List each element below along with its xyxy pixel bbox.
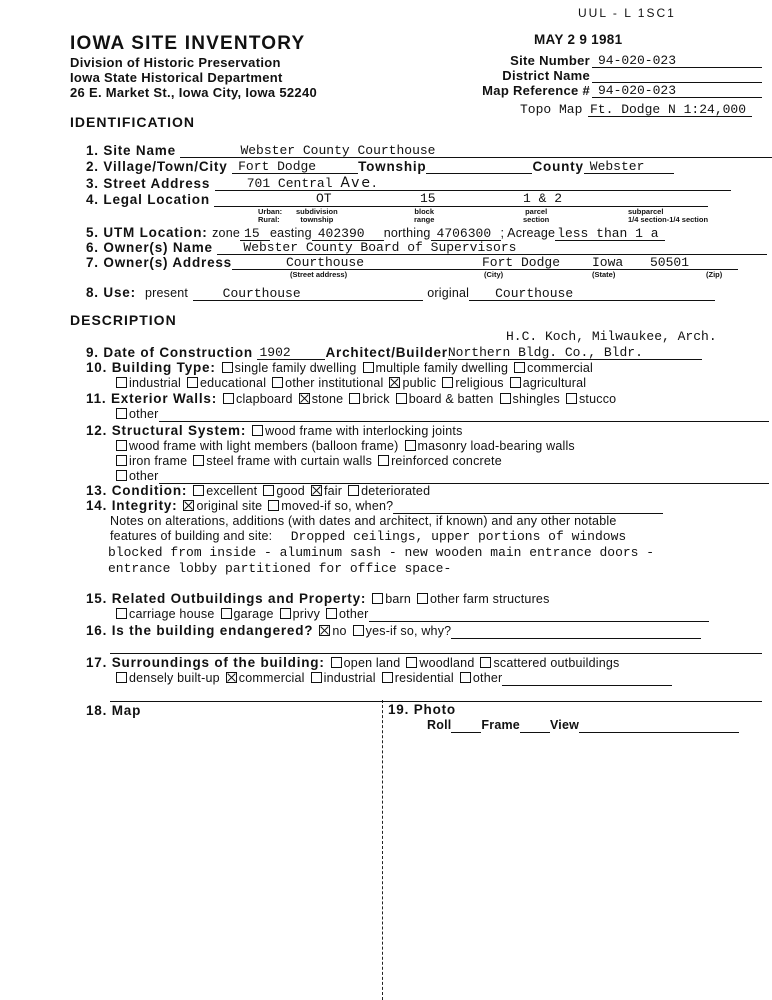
checkbox-icon[interactable] [223,393,234,404]
date-construction-field[interactable]: 1902 [257,345,325,360]
acreage-field[interactable]: less than 1 a [555,226,665,241]
owner-street-value[interactable]: Courthouse [286,255,365,270]
checkbox-label: fair [323,484,343,498]
map-label: 18. Map [86,703,142,718]
checkbox-icon[interactable] [396,393,407,404]
checkbox-icon[interactable] [116,377,127,388]
checkbox-option-commercial[interactable] [220,671,305,685]
endangered-label: 16. Is the building endangered? [86,623,314,638]
other-specify-line[interactable] [451,624,701,639]
original-use-label: original [427,286,470,300]
utm-label: 5. UTM Location: [86,225,208,240]
district-name-field[interactable] [592,68,762,83]
checkbox-option-privy[interactable] [274,607,320,621]
checkbox-label: other [339,607,369,621]
checkbox-option-excellent[interactable] [187,484,257,498]
checkbox-label: steel frame with curtain walls [206,454,373,468]
surroundings-label: 17. Surroundings of the building: [86,655,325,670]
county-field[interactable]: Webster [584,159,674,174]
checkbox-icon[interactable] [417,593,428,604]
building-type-label: 10. Building Type: [86,360,216,375]
use-label: 8. Use: [86,285,136,300]
checkbox-label: agricultural [522,376,587,390]
checkbox-icon[interactable] [510,377,521,388]
owner-zip-value[interactable]: 50501 [650,255,690,270]
description-heading: DESCRIPTION [70,312,177,328]
northing-field[interactable]: 4706300 [431,226,501,241]
checkbox-label: industrial [323,671,376,685]
frame-label: Frame [481,718,520,732]
checkbox-option-agricultural[interactable] [504,376,587,390]
checkbox-icon[interactable] [405,440,416,451]
checkbox-label: brick [362,392,390,406]
checkbox-option-other[interactable] [110,469,159,483]
checkbox-option-other[interactable] [320,607,369,621]
checkbox-icon[interactable] [116,455,127,466]
street-address-sublabel: (Street address) [290,270,348,279]
checkbox-icon[interactable] [382,672,393,683]
township-label: Township [358,159,427,174]
map-reference-field[interactable]: 94-020-023 [592,83,762,98]
village-field[interactable]: Fort Dodge [232,159,358,174]
checkbox-icon[interactable] [187,377,198,388]
owner-state-value[interactable]: Iowa [592,255,624,270]
parcel-section-label: parcel section [523,207,550,224]
checked-box-icon[interactable] [226,672,237,683]
urban-label: Urban: [258,207,283,216]
checkbox-option-single-family-dwelling[interactable] [216,361,357,375]
other-specify-line[interactable] [393,499,663,514]
checkbox-icon[interactable] [406,657,417,668]
checkbox-option-board-batten[interactable] [390,392,494,406]
checkbox-label: other institutional [285,376,384,390]
checkbox-icon[interactable] [378,455,389,466]
checkbox-label: commercial [527,361,594,375]
date-stamp: MAY 2 9 1981 [534,32,623,47]
notes-label-line1: Notes on alterations, additions (with dates and architect, if known) and any other notable [110,514,617,528]
checkbox-option-masonry-load-bearing-walls[interactable] [399,439,575,453]
identification-heading: IDENTIFICATION [70,114,195,130]
checked-box-icon[interactable] [299,393,310,404]
checkbox-label: iron frame [129,454,188,468]
checkbox-option-educational[interactable] [181,376,266,390]
checkbox-icon[interactable] [566,393,577,404]
checkbox-icon[interactable] [263,485,274,496]
roll-label: Roll [427,718,452,732]
owner-city-value[interactable]: Fort Dodge [482,255,561,270]
present-use-field[interactable]: Courthouse [193,286,423,301]
map-photo-divider [382,700,383,1000]
checkbox-label: shingles [512,392,560,406]
address-line: 26 E. Market St., Iowa City, Iowa 52240 [70,85,318,100]
checkbox-icon[interactable] [349,393,360,404]
checkbox-label: yes-if so, why? [365,624,452,638]
checkbox-label: stucco [578,392,617,406]
checkbox-icon[interactable] [252,425,263,436]
checkbox-label: deteriorated [361,484,431,498]
checkbox-label: moved-if so, when? [281,499,394,513]
checkbox-label: scattered outbuildings [493,656,620,670]
checkbox-label: masonry load-bearing walls [417,439,575,453]
zone-label: zone [212,226,241,240]
checkbox-option-shingles[interactable] [494,392,560,406]
checkbox-label: densely built-up [129,671,220,685]
checkbox-icon[interactable] [442,377,453,388]
other-specify-line[interactable] [159,407,769,422]
checkbox-label: other [472,671,503,685]
checkbox-icon[interactable] [280,608,291,619]
received-stamp: UUL - L 1SC1 [578,6,676,20]
frame-field[interactable] [520,718,550,733]
checkbox-icon[interactable] [222,362,233,373]
checkbox-icon[interactable] [272,377,283,388]
checkbox-option-public[interactable] [383,376,436,390]
checkbox-option-fair[interactable] [305,484,342,498]
state-sublabel: (State) [592,270,616,279]
checkbox-option-moved-if-so-when[interactable] [262,499,393,513]
checkbox-label: residential [394,671,454,685]
checkbox-icon[interactable] [363,362,374,373]
other-specify-line[interactable] [369,607,709,622]
checkbox-icon[interactable] [326,608,337,619]
checkbox-option-no[interactable] [313,624,346,638]
checkbox-icon[interactable] [193,485,204,496]
checkbox-option-other-institutional[interactable] [266,376,383,390]
condition-label: 13. Condition: [86,483,188,498]
checkbox-label: barn [385,592,412,606]
checkbox-option-iron-frame[interactable] [110,454,187,468]
checkbox-option-clapboard[interactable] [217,392,293,406]
checkbox-option-densely-built-up[interactable] [110,671,220,685]
checkbox-icon[interactable] [372,593,383,604]
checkbox-option-residential[interactable] [376,671,454,685]
checkbox-option-other[interactable] [110,407,159,421]
township-field[interactable] [426,159,532,174]
checkbox-label: clapboard [236,392,293,406]
owner-name-label: 6. Owner(s) Name [86,240,213,255]
subdivision-township-label: subdivision township [296,207,338,224]
checkbox-label: wood frame with interlocking joints [265,424,463,438]
view-label: View [549,718,580,732]
checkbox-option-multiple-family-dwelling[interactable] [357,361,509,375]
acreage-label: ; Acreage [500,226,556,240]
checked-box-icon[interactable] [319,625,330,636]
checkbox-option-wood-frame-with-light-members-balloon-frame[interactable] [110,439,399,453]
checkbox-label: woodland [419,656,475,670]
street-address-field[interactable]: 701 Central [246,176,333,191]
checkbox-option-industrial[interactable] [305,671,376,685]
site-name-field[interactable]: Webster County Courthouse [180,143,772,158]
checkbox-label: board & batten [408,392,494,406]
checkbox-option-stone[interactable] [293,392,344,406]
checkbox-option-wood-frame-with-interlocking-joints[interactable] [246,424,462,438]
architect-value-line2[interactable]: Northern Bldg. Co., Bldr. [448,345,702,360]
checkbox-label: single family dwelling [234,361,357,375]
roll-field[interactable] [451,718,481,733]
form-title: IOWA SITE INVENTORY [70,33,306,54]
rural-label: Rural: [258,215,280,224]
checkbox-icon[interactable] [193,455,204,466]
city-sublabel: (City) [484,270,504,279]
checkbox-option-barn[interactable] [366,592,411,606]
outbuildings-label: 15. Related Outbuildings and Property: [86,591,367,606]
legal-block-value[interactable]: 15 [420,191,436,206]
checkbox-label: other farm structures [430,592,550,606]
checkbox-label: industrial [129,376,182,390]
date-construction-label: 9. Date of Construction [86,345,253,360]
checkbox-label: wood frame with light members (balloon frame) [129,439,399,453]
checkbox-icon[interactable] [460,672,471,683]
checkbox-option-reinforced-concrete[interactable] [372,454,502,468]
checkbox-option-industrial[interactable] [110,376,181,390]
checkbox-label: religious [455,376,504,390]
architect-value-line1[interactable]: H.C. Koch, Milwaukee, Arch. [506,329,717,344]
legal-subdivision-value[interactable]: OT [316,191,332,206]
checkbox-option-original-site[interactable] [177,499,262,513]
checkbox-icon[interactable] [514,362,525,373]
notes-text-line3[interactable]: entrance lobby partitioned for office space- [108,561,452,576]
map-reference-label: Map Reference # [482,83,590,98]
checkbox-label: no [332,624,347,638]
checkbox-label: original site [196,499,263,513]
checkbox-option-religious[interactable] [436,376,503,390]
checkbox-option-steel-frame-with-curtain-walls[interactable] [187,454,372,468]
notes-label-line2: features of building and site: [110,529,273,543]
checkbox-icon[interactable] [500,393,511,404]
checkbox-option-scattered-outbuildings[interactable] [474,656,619,670]
checkbox-label: other [129,407,159,421]
checkbox-option-open-land[interactable] [325,656,401,670]
other-specify-line[interactable] [502,671,672,686]
present-use-label: present [144,286,189,300]
checked-box-icon[interactable] [389,377,400,388]
checkbox-label: multiple family dwelling [375,361,509,375]
endangered-reason-line[interactable] [110,639,762,654]
legal-location-label: 4. Legal Location [86,192,210,207]
checkbox-option-other-farm-structures[interactable] [411,592,550,606]
view-field[interactable] [579,718,739,733]
checkbox-icon[interactable] [116,408,127,419]
checkbox-label: reinforced concrete [391,454,502,468]
checkbox-option-garage[interactable] [215,607,274,621]
checkbox-label: privy [292,607,321,621]
architect-label: Architect/Builder [325,345,448,360]
checkbox-label: educational [200,376,267,390]
checked-box-icon[interactable] [183,500,194,511]
checkbox-label: excellent [206,484,258,498]
checkbox-icon[interactable] [116,608,127,619]
checkbox-icon[interactable] [331,657,342,668]
checked-box-icon[interactable] [311,485,322,496]
checkbox-icon[interactable] [353,625,364,636]
subparcel-label: subparcel 1/4 section-1/4 section [628,207,709,224]
checkbox-icon[interactable] [311,672,322,683]
exterior-walls-label: 11. Exterior Walls: [86,391,217,406]
zone-field[interactable]: 15 [240,226,270,241]
county-label: County [532,159,584,174]
checkbox-icon[interactable] [221,608,232,619]
checkbox-icon[interactable] [116,672,127,683]
checkbox-icon[interactable] [268,500,279,511]
owner-address-label: 7. Owner(s) Address [86,255,232,270]
checkbox-label: carriage house [129,607,215,621]
village-label: 2. Village/Town/City [86,159,228,174]
easting-field[interactable]: 402390 [312,226,384,241]
district-name-label: District Name [502,68,590,83]
checkbox-icon[interactable] [116,470,127,481]
checkbox-label: stone [311,392,344,406]
topo-map-field[interactable]: Ft. Dodge N 1:24,000 [588,102,752,117]
checkbox-label: open land [343,656,401,670]
checkbox-option-deteriorated[interactable] [342,484,430,498]
easting-label: easting [270,226,312,240]
owner-name-field[interactable]: Webster County Board of Supervisors [217,240,767,255]
structural-system-label: 12. Structural System: [86,423,247,438]
checkbox-label: public [402,376,437,390]
other-specify-line[interactable] [159,469,769,484]
site-name-label: 1. Site Name [86,143,176,158]
topo-map-label: Topo Map [520,102,583,117]
integrity-label: 14. Integrity: [86,498,178,513]
checkbox-label: other [129,469,159,483]
department-line: Iowa State Historical Department [70,70,283,85]
notes-text-line1[interactable]: Dropped ceilings, upper portions of windows [290,529,627,544]
checkbox-option-other[interactable] [454,671,503,685]
checkbox-option-brick[interactable] [343,392,389,406]
checkbox-option-commercial[interactable] [508,361,593,375]
checkbox-icon[interactable] [348,485,359,496]
agency-line: Division of Historic Preservation [70,55,281,70]
northing-label: northing [383,226,431,240]
legal-parcel-value[interactable]: 1 & 2 [523,191,563,206]
site-number-label: Site Number [510,53,590,68]
checkbox-option-stucco[interactable] [560,392,616,406]
site-number-field[interactable]: 94-020-023 [592,53,762,68]
checkbox-icon[interactable] [116,440,127,451]
block-range-label: block range [414,207,435,224]
original-use-field[interactable]: Courthouse [469,286,715,301]
street-address-label: 3. Street Address [86,176,211,191]
notes-text-line2[interactable]: blocked from inside - aluminum sash - new wooden main entrance doors - [108,545,655,560]
checkbox-option-good[interactable] [257,484,305,498]
street-handwritten-suffix: Ave. [340,175,379,191]
checkbox-label: commercial [238,671,305,685]
checkbox-option-yes-if-so-why[interactable] [347,624,452,638]
checkbox-option-carriage-house[interactable] [110,607,215,621]
zip-sublabel: (Zip) [706,270,723,279]
checkbox-label: garage [233,607,274,621]
checkbox-label: good [276,484,305,498]
checkbox-option-woodland[interactable] [400,656,474,670]
photo-label: 19. Photo [388,702,456,717]
checkbox-icon[interactable] [480,657,491,668]
surroundings-extra-line[interactable] [110,687,762,702]
